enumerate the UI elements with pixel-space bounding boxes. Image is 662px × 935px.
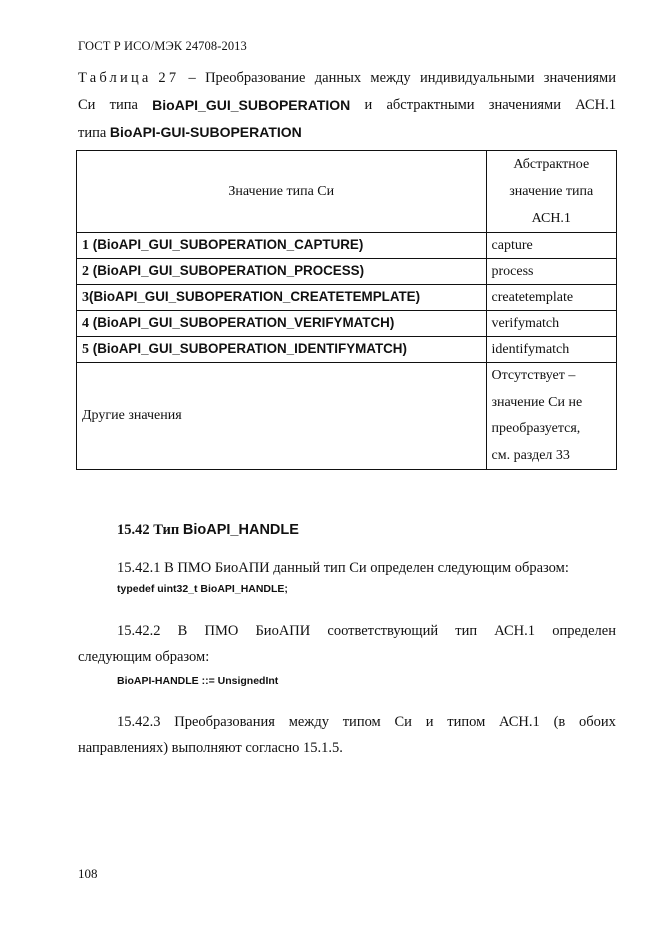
word: ПМО (204, 623, 239, 639)
section-type-name: BioAPI_HANDLE (182, 522, 299, 538)
word: соответствующий (327, 623, 439, 639)
table-row-other (77, 363, 617, 470)
caption-type-name: BioAPI_GUI_SUBOPERATION (152, 97, 351, 113)
asn-value-cell: capture (486, 233, 616, 259)
caption-word: АСН.1 (575, 97, 616, 113)
code-typedef: typedef uint32_t BioAPI_HANDLE; (117, 583, 288, 595)
table-row (77, 311, 617, 337)
c-constant: (BioAPI_GUI_SUBOPERATION_CREATETEMPLATE) (89, 289, 421, 304)
word: и (425, 714, 434, 730)
caption-word: и (364, 97, 373, 113)
word: В (177, 623, 188, 639)
code-asn-definition: BioAPI-HANDLE ::= UnsignedInt (117, 675, 279, 687)
col-header-c-value: Значение типа Си (77, 151, 487, 233)
c-value-cell (77, 285, 487, 311)
word: АСН.1 (494, 623, 536, 639)
row-number: 1 (82, 238, 89, 253)
asn-value-cell: verifymatch (486, 311, 616, 337)
table-caption-line-1 (78, 68, 616, 88)
c-value-cell (77, 259, 487, 285)
caption-word: Си (78, 97, 96, 113)
c-value-cell (77, 233, 487, 259)
paragraph-15-42-2 (78, 618, 616, 670)
paragraph-line: направлениях) выполняют согласно 15.1.5. (78, 740, 343, 756)
word: между (288, 714, 329, 730)
paragraph-15-42-3 (78, 709, 616, 761)
row-number: 5 (82, 342, 89, 357)
caption-word: – (188, 70, 196, 86)
caption-asn-type-name: BioAPI-GUI-SUBOPERATION (109, 124, 302, 140)
caption-word: абстрактными (386, 97, 475, 113)
word: Си (394, 714, 412, 730)
row-number: 3 (82, 290, 89, 305)
caption-word: типа (109, 97, 138, 113)
word: определен (552, 623, 616, 639)
caption-word: значениями (488, 97, 561, 113)
caption-word: значениями (543, 70, 616, 86)
word: типом (342, 714, 381, 730)
row-number: 2 (82, 264, 89, 279)
word: тип (455, 623, 478, 639)
c-constant: (BioAPI_GUI_SUBOPERATION_CAPTURE) (92, 237, 364, 252)
word: обоих (579, 714, 616, 730)
word: АСН.1 (499, 714, 540, 730)
asn-value-cell: createtemplate (486, 285, 616, 311)
row-number: 4 (82, 316, 89, 331)
document-header: ГОСТ Р ИСО/МЭК 24708-2013 (78, 39, 247, 53)
note-line: преобразуется, (491, 421, 581, 436)
word: БиоАПИ (255, 623, 311, 639)
asn-value-cell: identifymatch (486, 337, 616, 363)
col-header-line: значение типа (509, 184, 594, 199)
table-row (77, 285, 617, 311)
paragraph-line: следующим образом: (78, 649, 210, 665)
paragraph-line (78, 618, 616, 644)
c-constant: (BioAPI_GUI_SUBOPERATION_PROCESS) (92, 263, 365, 278)
c-constant: (BioAPI_GUI_SUBOPERATION_VERIFYMATCH) (92, 315, 395, 330)
section-number: 15.42 Тип (117, 522, 180, 538)
table-caption-line-3 (78, 122, 616, 143)
col-header-line: АСН.1 (531, 211, 571, 226)
table-caption-line-2 (78, 95, 616, 115)
c-value-cell (77, 311, 487, 337)
mapping-table (76, 150, 617, 470)
word: типом (447, 714, 486, 730)
table-row (77, 233, 617, 259)
other-values-note (486, 363, 616, 470)
word: (в (553, 714, 566, 730)
asn-value-cell: process (486, 259, 616, 285)
note-line: см. раздел 33 (491, 447, 570, 463)
note-line: значение Си не (491, 394, 583, 410)
table-caption-label: Таблица 27 (78, 70, 180, 86)
word: Преобразования (174, 714, 275, 730)
table-header-row (77, 151, 617, 233)
caption-word: Преобразование (205, 70, 306, 86)
section-heading (117, 522, 299, 539)
other-values-cell: Другие значения (77, 363, 487, 470)
caption-word: между (370, 70, 411, 86)
word: 15.42.2 (117, 623, 161, 639)
col-header-line: Абстрактное (513, 157, 590, 172)
c-constant: (BioAPI_GUI_SUBOPERATION_IDENTIFYMATCH) (92, 341, 407, 356)
page-number: 108 (78, 866, 98, 881)
paragraph-15-42-1: 15.42.1 В ПМО БиоАПИ данный тип Си определен следующим образом: (117, 560, 569, 576)
table-row (77, 337, 617, 363)
c-value-cell (77, 337, 487, 363)
word: 15.42.3 (117, 714, 161, 730)
caption-word: индивидуальными (419, 70, 535, 86)
note-line: Отсутствует – (491, 368, 576, 383)
caption-word: типа (78, 125, 107, 141)
caption-word: данных (314, 70, 362, 86)
col-header-asn-value (486, 151, 616, 233)
paragraph-line (78, 709, 616, 735)
table-row (77, 259, 617, 285)
